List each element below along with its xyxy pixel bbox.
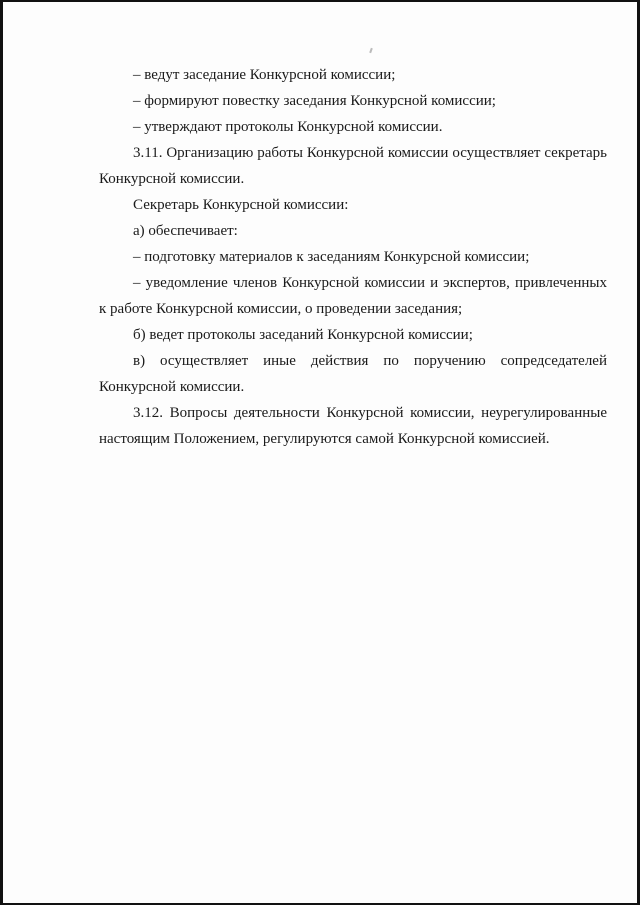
paragraph-item-v: в) осуществляет иные действия по поручению сопредседателей Конкурсной комиссии. [99,353,607,395]
paragraph-secretary: Секретарь Конкурсной комиссии: [133,197,349,213]
paragraph-chairs-approve-protocols: – утверждают протоколы Конкурсной комиссии. [133,119,443,135]
document-body [99,62,607,452]
paragraph-item-a: а) обеспечивает: [133,223,238,239]
paragraph-chairs-conduct-meeting: – ведут заседание Конкурсной комиссии; [133,67,396,83]
paragraph-item-b: б) ведет протоколы заседаний Конкурсной комиссии; [133,327,473,343]
scan-mark [369,48,373,53]
paragraph-notify-members: – уведомление членов Конкурсной комиссии и экспертов, привлеченных к работе Конкурсной комиссии, о проведении заседания; [99,275,607,317]
paragraph-prepare-materials: – подготовку материалов к заседаниям Конкурсной комиссии; [133,249,530,265]
paragraph-3-11: 3.11. Организацию работы Конкурсной комиссии осуществляет секретарь Конкурсной комиссии. [99,145,607,187]
paragraph-chairs-form-agenda: – формируют повестку заседания Конкурсной комиссии; [133,93,496,109]
paragraph-3-12: 3.12. Вопросы деятельности Конкурсной комиссии, неурегулированные настоящим Положением, регулируются самой Конкурсной комиссией. [99,405,607,447]
